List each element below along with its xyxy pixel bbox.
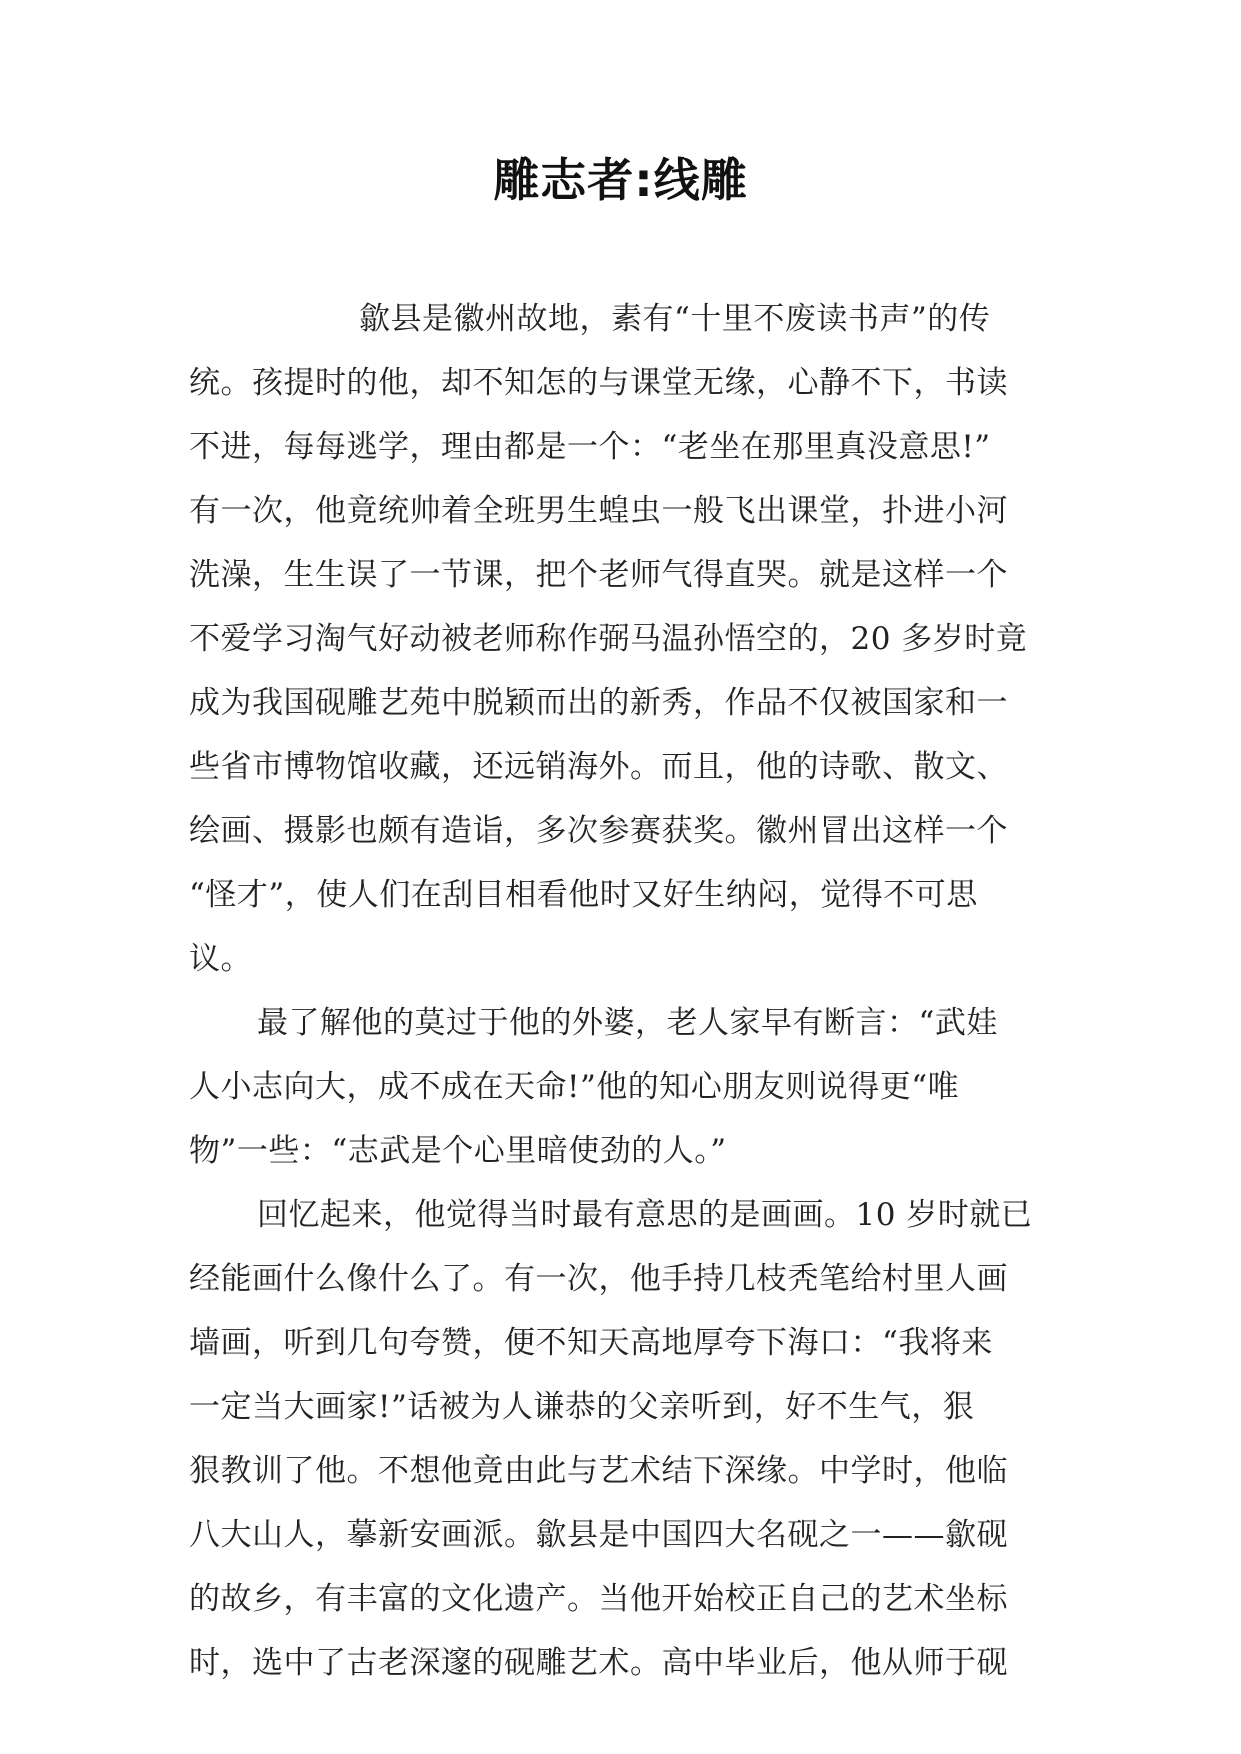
paragraph-line: 不爱学习淘气好动被老师称作弼马温孙悟空的，20 多岁时竟 <box>189 621 1028 657</box>
paragraph-line: 洗澡，生生误了一节课，把个老师气得直哭。就是这样一个 <box>189 557 1008 593</box>
paragraph-line: 一定当大画家!”话被为人谦恭的父亲听到，好不生气，狠 <box>189 1389 975 1425</box>
paragraph-line: 回忆起来，他觉得当时最有意思的是画画。10 岁时就已 <box>257 1197 1033 1233</box>
paragraph-line: 狠教训了他。不想他竟由此与艺术结下深缘。中学时，他临 <box>189 1453 1008 1489</box>
paragraph-line: 绘画、摄影也颇有造诣，多次参赛获奖。徽州冒出这样一个 <box>189 813 1008 849</box>
paragraph-line: 的故乡，有丰富的文化遗产。当他开始校正自己的艺术坐标 <box>189 1581 1008 1617</box>
paragraph-line: “怪才”，使人们在刮目相看他时又好生纳闷，觉得不可思 <box>189 877 978 913</box>
paragraph-line: 经能画什么像什么了。有一次，他手持几枝秃笔给村里人画 <box>189 1261 1008 1297</box>
paragraph-line: 人小志向大，成不成在天命!”他的知心朋友则说得更“唯 <box>189 1069 960 1105</box>
paragraph-line: 议。 <box>189 941 252 977</box>
paragraph-line: 成为我国砚雕艺苑中脱颖而出的新秀，作品不仅被国家和一 <box>189 685 1008 721</box>
paragraph-line: 八大山人，摹新安画派。歙县是中国四大名砚之一——歙砚 <box>189 1517 1008 1553</box>
paragraph-line: 统。孩提时的他，却不知怎的与课堂无缘，心静不下，书读 <box>189 365 1008 401</box>
paragraph-line: 不进，每每逃学，理由都是一个：“老坐在那里真没意思!” <box>189 429 991 465</box>
paragraph-line: 物”一些：“志武是个心里暗使劲的人。” <box>189 1133 727 1169</box>
paragraph-line: 墙画，听到几句夸赞，便不知天高地厚夸下海口：“我将来 <box>189 1325 993 1361</box>
document-title: 雕志者:线雕 <box>493 153 748 207</box>
paragraph-line: 歙县是徽州故地，素有“十里不废读书声”的传 <box>359 301 991 337</box>
document-body <box>189 287 1089 1695</box>
paragraph-line: 些省市博物馆收藏，还远销海外。而且，他的诗歌、散文、 <box>189 749 1008 785</box>
paragraph-line: 最了解他的莫过于他的外婆，老人家早有断言：“武娃 <box>257 1005 998 1041</box>
paragraph-line: 时，选中了古老深邃的砚雕艺术。高中毕业后，他从师于砚 <box>189 1645 1008 1681</box>
paragraph-line: 有一次，他竟统帅着全班男生蝗虫一般飞出课堂，扑进小河 <box>189 493 1008 529</box>
